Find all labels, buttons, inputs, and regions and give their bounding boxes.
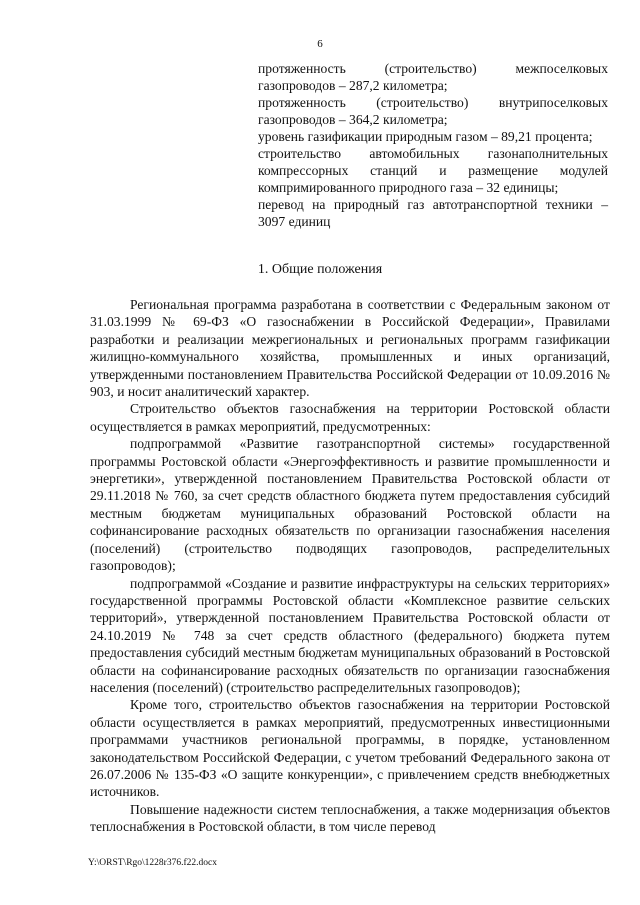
indicator-list: [258, 60, 608, 230]
indicator-item: строительство автомобильных газонаполнительных компрессорных станций и размещение модулей компримированного природного газа – 32 единицы;: [258, 146, 608, 195]
paragraph: Строительство объектов газоснабжения на территории Ростовской области осуществляется в рамках мероприятий, предусмотренных:: [90, 401, 610, 434]
paragraph: Региональная программа разработана в соответствии с Федеральным законом от 31.03.1999 № 69-ФЗ «О газоснабжении в Российской Федерации», Правилами разработки и реализации межрегиональных и региональных программ газификации жилищно-коммунального хозяйства, промышленных и иных организаций, утвержденными постановлением Правительства Российской Федерации от 10.09.2016 № 903, и носит аналитический характер.: [90, 297, 610, 400]
section-title: 1. Общие положения: [257, 262, 383, 277]
indicator-item: перевод на природный газ автотранспортной техники – 3097 единиц: [258, 197, 608, 229]
indicator-item: уровень газификации природным газом – 89,21 процента;: [258, 129, 593, 144]
indicator-item: протяженность (строительство) внутрипоселковых газопроводов – 364,2 километра;: [258, 95, 608, 127]
footer-file-path: Y:\ORST\Rgo\1228r376.f22.docx: [88, 858, 217, 868]
paragraph: Кроме того, строительство объектов газоснабжения на территории Ростовской области осуществляется в рамках мероприятий, предусмотренных инвестиционными программами участников региональной программы, в порядке, установленном законодательством Российской Федерации, с учетом требований Федерального закона от 26.07.2006 № 135-ФЗ «О защите конкуренции», с привлечением средств внебюджетных источников.: [90, 697, 610, 800]
page-number: 6: [317, 38, 323, 50]
paragraph: подпрограммой «Развитие газотранспортной системы» государственной программы Ростовской области «Энергоэффективность и развитие промышленности и энергетики», утвержденной постановлением Правительства Ростовской области от 29.11.2018 № 760, за счет средств областного бюджета путем предоставления субсидий местным бюджетам муниципальных образований Ростовской области на софинансирование расходных обязательств по организации газоснабжения населения (поселений) (строительство подводящих газопроводов, распределительных газопроводов);: [90, 436, 610, 574]
paragraph: Повышение надежности систем теплоснабжения, а также модернизация объектов теплоснабжения в Ростовской области, в том числе перевод: [90, 801, 610, 835]
body-text: [90, 296, 610, 836]
paragraph: подпрограммой «Создание и развитие инфраструктуры на сельских территориях» государственной программы Ростовской области «Комплексное развитие сельских территорий», утвержденной постановлением Правительства Ростовской области от 24.10.2019 № 748 за счет средств областного (федерального) бюджета путем предоставления субсидий местным бюджетам муниципальных образований в Ростовской области на софинансирование расходных обязательств по организации газоснабжения населения (поселений) (строительство распределительных газопроводов);: [90, 575, 610, 695]
indicator-item: протяженность (строительство) межпоселковых газопроводов – 287,2 километра;: [258, 61, 608, 93]
